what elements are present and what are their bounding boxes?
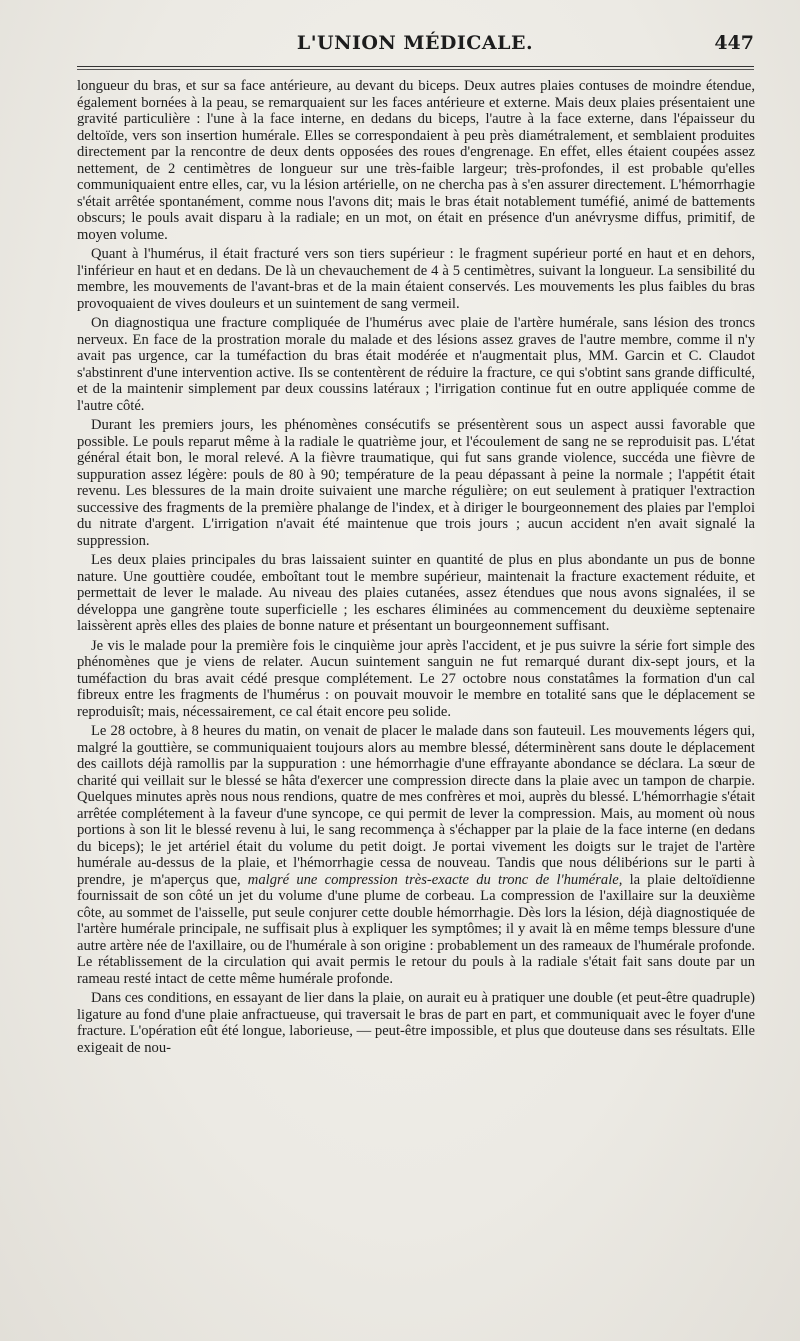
running-title: L'UNION MÉDICALE. — [296, 32, 534, 54]
paragraph: Quant à l'humérus, il était fracturé vers son tiers supérieur : le fragment supérieur porté en haut et en dehors, l'inférieur en haut et en dedans. De là un chevauchement de 4 à 5 centimètres, suivant la longueur. La sensibilité du membre, les mouvements de l'avant-bras et de la main étaient conservés. Les mouvements les plus faibles du bras provoquaient de vives douleurs et un suintement de sang vermeil. — [77, 246, 755, 312]
paragraph: On diagnostiqua une fracture compliquée de l'humérus avec plaie de l'artère humérale, sans lésion des troncs nerveux. En face de la prostration morale du malade et des lésions assez graves de l'autre membre, comme il n'y avait pas urgence, car la tuméfaction du bras était modérée et n'augmentait plus, MM. Garcin et C. Claudot s'abstinrent d'une intervention active. Ils se contentèrent de réduire la fracture, ce qui s'obtint sans grande difficulté, et de la maintenir simplement par deux coussins latéraux ; l'irrigation continue fut en outre appliquée comme de l'autre côté. — [77, 315, 755, 414]
italic-emphasis: malgré une compression très-exacte du tronc de l'humérale, — [247, 871, 623, 888]
article-body — [77, 78, 755, 1059]
paragraph: longueur du bras, et sur sa face antérieure, au devant du biceps. Deux autres plaies contuses de moindre étendue, également bornées à la peau, se remarquaient sur les faces antérieure et externe. Mais deux plaies présentaient une gravité particulière : l'une à la face interne, en dedans du biceps, l'autre à la face externe, dans l'épaisseur du deltoïde, vers son insertion humérale. Elles se correspondaient à peu près diamétralement, et semblaient produites directement par la rencontre de deux dents opposées des roues d'engrenage. En effet, elles étaient coupées assez nettement, de 2 centimètres de longueur sur une très-faible largeur; très-profondes, il est probable qu'elles communiquaient entre elles, car, vu la lésion artérielle, on ne chercha pas à s'en assurer directement. L'hémorrhagie s'était arrêtée spontanément, comme nous l'avons dit; mais le bras était notablement tuméfié, animé de battements obscurs; le pouls avait disparu à la radiale; en un mot, on était en présence d'un anévrysme diffus, primitif, de moyen volume. — [77, 78, 755, 243]
paragraph-text: la plaie deltoïdienne fournissait de son côté un jet du volume d'une plume de corbeau. La compression de l'axillaire sur la deuxième côte, au sommet de l'aisselle, put seule conjurer cette double hémorrhagie. Dès lors la lésion, déjà diagnostiquée de l'artère humérale principale, ne suffisait plus à expliquer les symptômes; il y avait là en même temps blessure d'une autre artère née de l'axillaire, ou de l'humérale à son origine : probablement un des rameaux de l'humérale profonde. Le rétablissement de la circulation qui avait permis le retour du pouls à la radiale s'était fait sans doute par un rameau resté intact de cette même humérale profonde. — [77, 871, 755, 987]
paragraph: Je vis le malade pour la première fois le cinquième jour après l'accident, et je pus suivre la série fort simple des phénomènes que je viens de relater. Aucun suintement sanguin ne fut remarqué durant dix-sept jours, et la tuméfaction du bras avait cédé presque complétement. Le 27 octobre nous constatâmes la formation d'un cal fibreux entre les fragments de l'humérus : on pouvait mouvoir le membre en totalité sans que le déplacement se reproduisît; mais, nécessairement, ce cal était encore peu solide. — [77, 637, 755, 720]
page-number: 447 — [714, 32, 754, 54]
paragraph: Durant les premiers jours, les phénomènes consécutifs se présentèrent sous un aspect aussi favorable que possible. Le pouls reparut même à la radiale le quatrième jour, et l'écoulement de sang ne se reproduisit pas. L'état général était bon, le moral relevé. A la fièvre traumatique, qui fut sans grande violence, succéda une fièvre de suppuration assez légère: pouls de 80 à 90; température de la peau dépassant à peine la normale ; l'appétit était revenu. Les blessures de la main droite suivaient une marche régulière; on eut seulement à pratiquer l'extraction successive des fragments de la première phalange de l'index, et à diriger le bourgeonnement des plaies par l'emploi du nitrate d'argent. L'irrigation n'avait été maintenue que trois jours ; aucun accident n'en avait signalé la suppression. — [77, 417, 755, 549]
paragraph: Dans ces conditions, en essayant de lier dans la plaie, on aurait eu à pratiquer une double (et peut-être quadruple) ligature au fond d'une plaie anfractueuse, qui traversait le bras de part en part, et communiquait avec le foyer d'une fracture. L'opération eût été longue, laborieuse, — peut-être impossible, et plus que douteuse dans ses résultats. Elle exigeait de nou- — [77, 990, 755, 1056]
header-rule — [77, 66, 754, 70]
running-header — [76, 30, 754, 60]
paragraph: Les deux plaies principales du bras laissaient suinter en quantité de plus en plus abondante un pus de bonne nature. Une gouttière coudée, emboîtant tout le membre supérieur, maintenait la fracture exactement réduite, et permettait de lever le malade. Au niveau des plaies cutanées, assez étendues que nous avons signalées, il se développa une gangrène toute superficielle ; les eschares éliminées au commencement du deuxième septenaire laissèrent après elles des plaies de bonne nature et présentant un bourgeonnement suffisant. — [77, 552, 755, 634]
paragraph-text: Le 28 octobre, à 8 heures du matin, on venait de placer le malade dans son fauteuil. Les mouvements légers qui, malgré la gouttière, se communiquaient toujours alors au membre blessé, déterminèrent sans doute le déplacement des caillots déjà ramollis par la suppuration : une hémorrhagie d'une effrayante abondance se déclara. La sœur de charité qui veillait sur le blessé se hâta d'exercer une compression directe dans la plaie avec un tampon de charpie. Quelques minutes après nous nous rendions, quatre de mes confrères et moi, auprès du blessé. L'hémorrhagie s'était arrêtée complétement à la faveur d'une syncope, ce qui permit de lever la compression. Mais, au moment où nous portions à son lit le blessé revenu à lui, le sang recommença à s'échapper par la plaie de la face interne (en dedans du biceps); le jet artériel était du volume du petit doigt. Je portai vivement les doigts sur le trajet de l'artère humérale au-dessus de la plaie, et l'hémorrhagie cessa de nouveau. Tandis que nous délibérions sur le parti à prendre, je m'aperçus que, — [77, 723, 755, 888]
paragraph — [77, 723, 755, 987]
